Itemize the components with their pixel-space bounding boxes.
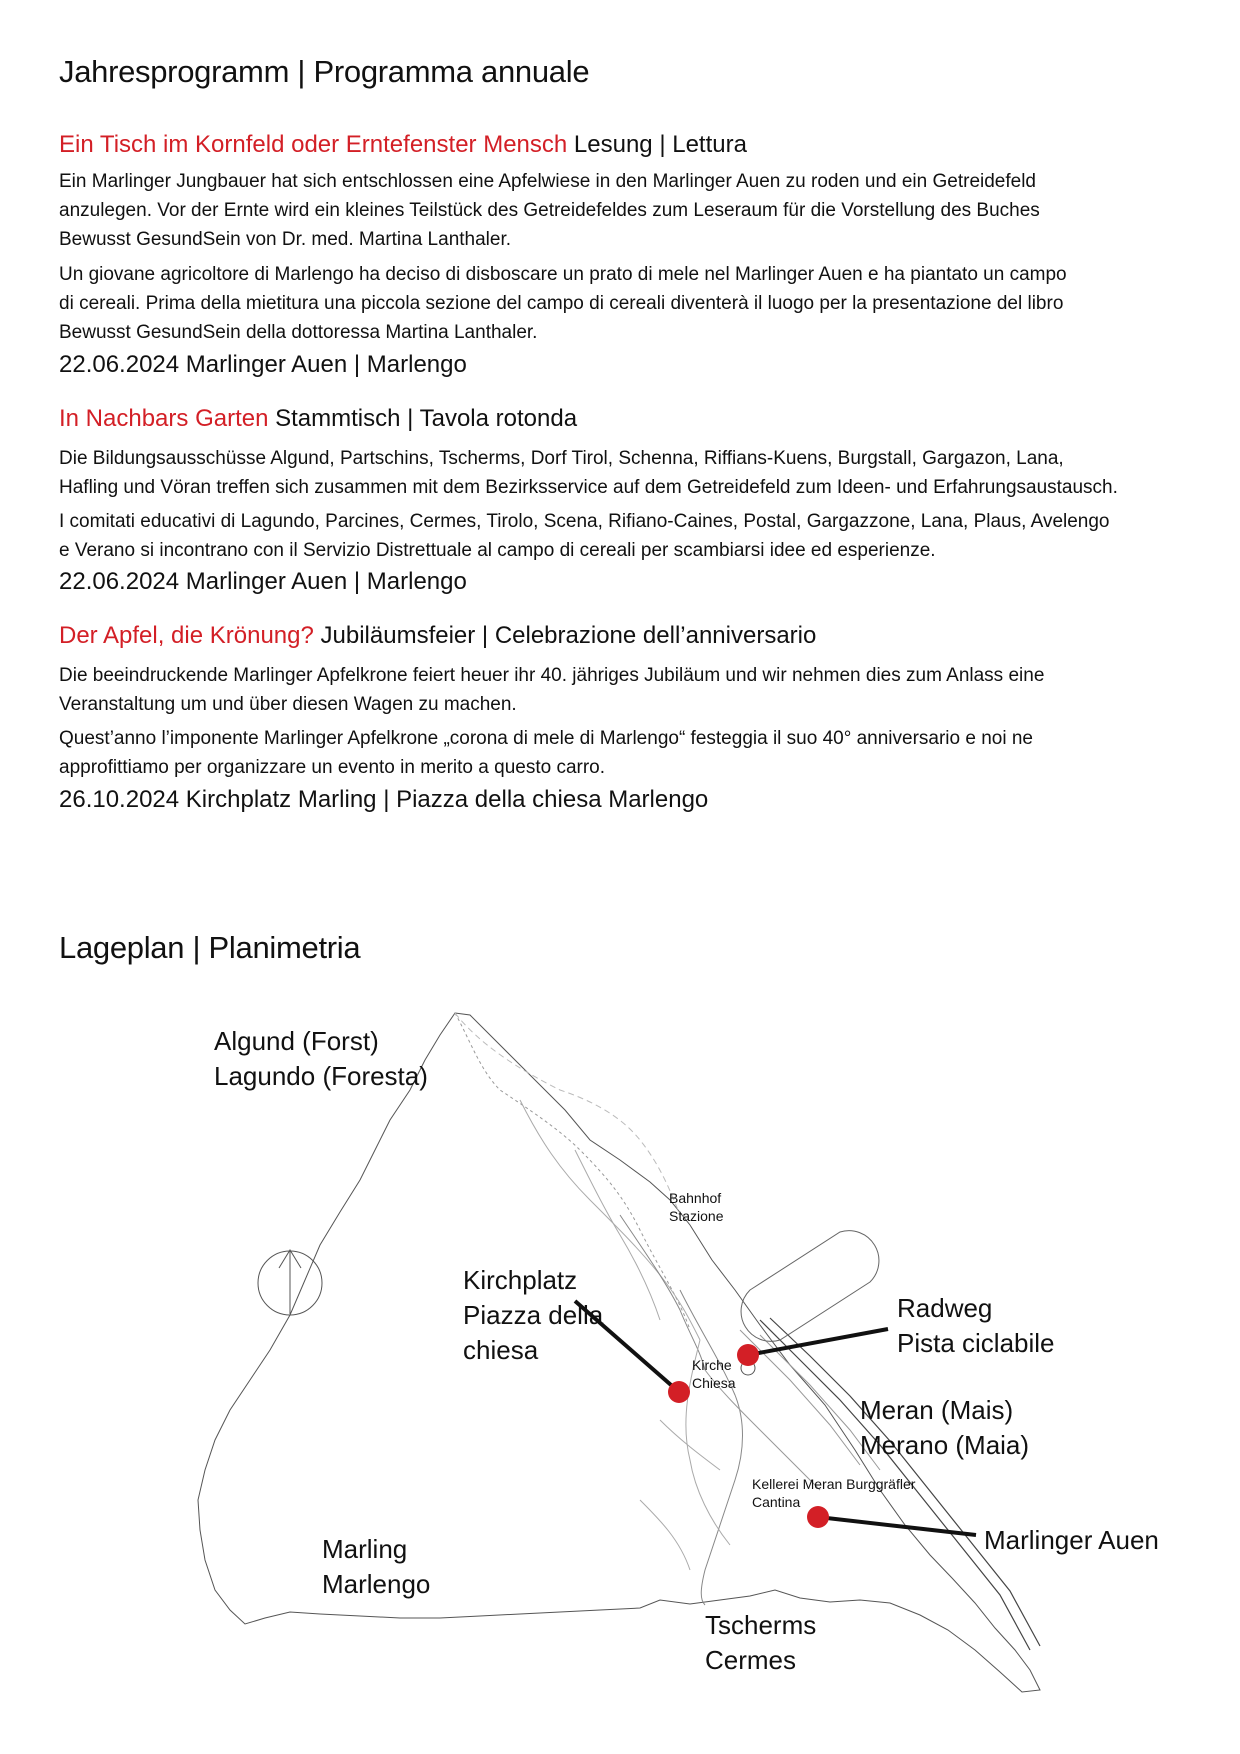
label-line: Stazione <box>669 1208 724 1224</box>
event-title-type: Stammtisch | Tavola rotonda <box>275 405 578 432</box>
label-line: Pista ciclabile <box>897 1328 1055 1358</box>
label-line: Lagundo (Foresta) <box>214 1061 428 1091</box>
label-kirche <box>692 1356 736 1392</box>
label-line: Kirchplatz <box>463 1265 578 1295</box>
description-line: Hafling und Vöran treffen sich zusammen mit dem Bezirksservice auf dem Getreidefeld zum Ideen- und Erfahrungsaustausch. <box>59 477 1118 498</box>
label-bahnhof <box>669 1189 723 1225</box>
label-tscherms <box>705 1608 816 1678</box>
description-line: Die beeindruckende Marlinger Apfelkrone feiert heuer ihr 40. jähriges Jubiläum und wir nehmen dies zum Anlass eine <box>59 665 1045 686</box>
marker-kirchplatz[interactable] <box>668 1381 690 1403</box>
description-line: Un giovane agricoltore di Marlengo ha deciso di disboscare un prato di mele nel Marlinger Auen e ha piantato un campo <box>59 264 1067 285</box>
event-date-place: 22.06.2024 Marlinger Auen | Marlengo <box>59 351 467 378</box>
label-line: chiesa <box>463 1335 539 1365</box>
event-date-place: 26.10.2024 Kirchplatz Marling | Piazza della chiesa Marlengo <box>59 786 709 813</box>
event-title-name: In Nachbars Garten <box>59 405 269 432</box>
description-line: e Verano si incontrano con il Servizio Distrettuale al campo di cereali per scambiarsi idee ed esperienze. <box>59 540 936 561</box>
label-line: Bahnhof <box>669 1190 722 1206</box>
label-line: Algund (Forst) <box>214 1026 379 1056</box>
label-line: Cermes <box>705 1645 797 1675</box>
description-line: anzulegen. Vor der Ernte wird ein kleines Teilstück des Getreidefeldes zum Leseraum für die Vorstellung des Buches <box>59 200 1040 221</box>
event-title-type: Jubiläumsfeier | Celebrazione dell’anniversario <box>320 622 817 649</box>
label-line: Marling <box>322 1534 408 1564</box>
description-line: Bewusst GesundSein della dottoressa Martina Lanthaler. <box>59 322 538 343</box>
label-marlinger-auen: Marlinger Auen <box>984 1525 1159 1555</box>
leader-radweg <box>748 1329 888 1355</box>
label-line: Chiesa <box>692 1375 736 1391</box>
label-marling <box>322 1532 430 1602</box>
program-heading: Jahresprogramm | Programma annuale <box>59 54 590 89</box>
label-line: Cantina <box>752 1494 801 1510</box>
north-arrow-icon <box>258 1250 322 1315</box>
description-line: I comitati educativi di Lagundo, Parcines, Cermes, Tirolo, Scena, Rifiano-Caines, Postal, Gargazzone, Lana, Plaus, Avelengo <box>59 511 1110 532</box>
label-line: Tscherms <box>705 1610 817 1640</box>
event-title-type: Lesung | Lettura <box>573 131 747 158</box>
description-line: approfittiamo per organizzare un evento in merito a questo carro. <box>59 757 606 778</box>
label-meran <box>860 1393 1029 1463</box>
label-line: Merano (Maia) <box>860 1430 1030 1460</box>
event-title-name: Der Apfel, die Krönung? <box>59 622 314 649</box>
description-line: Bewusst GesundSein von Dr. med. Martina Lanthaler. <box>59 229 512 250</box>
event-date-place: 22.06.2024 Marlinger Auen | Marlengo <box>59 568 467 595</box>
label-line: Piazza della <box>463 1300 604 1330</box>
description-line: Quest’anno l’imponente Marlinger Apfelkrone „corona di mele di Marlengo“ festeggia il suo 40° anniversario e noi ne <box>59 728 1033 749</box>
label-line: Marlengo <box>322 1569 431 1599</box>
marker-radweg[interactable] <box>737 1344 759 1366</box>
label-kirchplatz <box>463 1263 603 1368</box>
description-line: Die Bildungsausschüsse Algund, Partschins, Tscherms, Dorf Tirol, Schenna, Riffians-Kuens, Burgstall, Gargazon, Lana, <box>59 448 1064 469</box>
label-line: Kellerei Meran Burggräfler <box>752 1476 916 1492</box>
map-heading: Lageplan | Planimetria <box>59 930 361 965</box>
label-radweg <box>897 1291 1055 1361</box>
label-algund <box>214 1024 428 1094</box>
description-line: Ein Marlinger Jungbauer hat sich entschlossen eine Apfelwiese in den Marlinger Auen zu roden und ein Getreidefeld <box>59 171 1036 192</box>
description-line: di cereali. Prima della mietitura una piccola sezione del campo di cereali diventerà il luogo per la presentazione del libro <box>59 293 1064 314</box>
label-line: Kirche <box>692 1357 732 1373</box>
label-line: Meran (Mais) <box>860 1395 1014 1425</box>
label-line: Radweg <box>897 1293 993 1323</box>
event-title-name: Ein Tisch im Kornfeld oder Erntefenster Mensch <box>59 131 568 158</box>
label-kellerei <box>752 1475 915 1511</box>
description-line: Veranstaltung um und über diesen Wagen zu machen. <box>59 694 517 715</box>
